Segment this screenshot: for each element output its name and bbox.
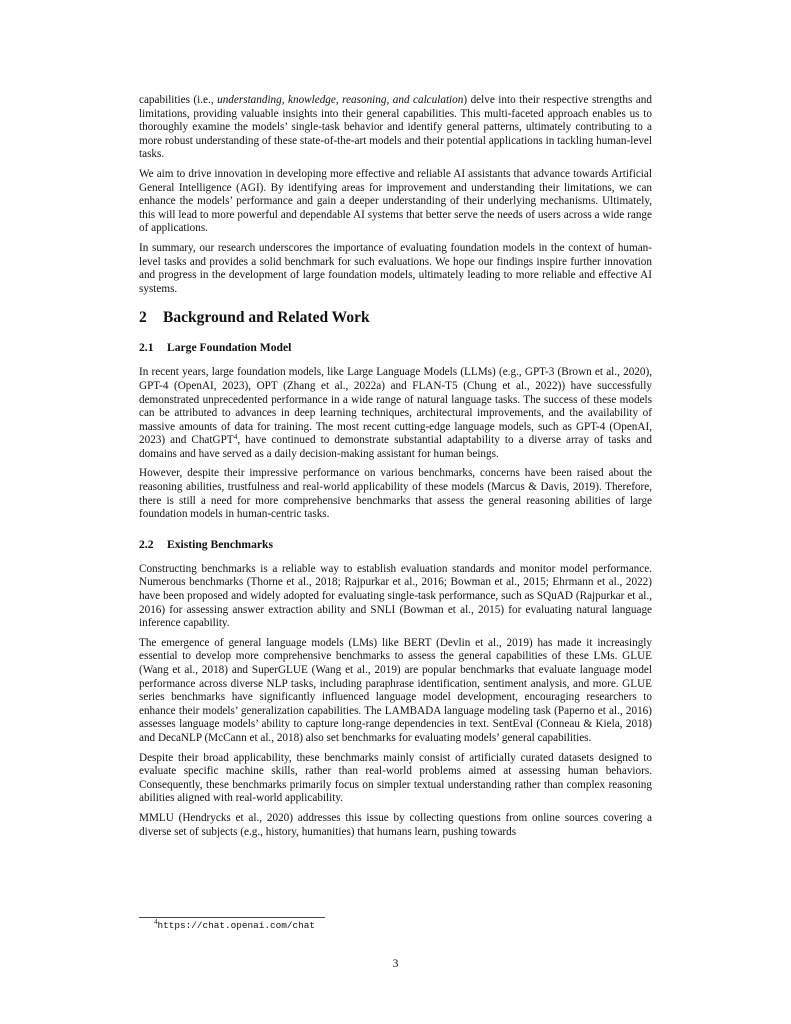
sub21-paragraph-2: However, despite their impressive performance on various benchmarks, concerns have been raised about the reasoning abilities, trustfulness and real-world applicability of these models (Marcus & Davis, 2019). Therefore, there is still a need for more comprehensive benchmarks that assess the general reasoning abilities of large foundation models in human-centric tasks.: [139, 467, 652, 521]
sub22-paragraph-3: Despite their broad applicability, these benchmarks mainly consist of artificially curated datasets designed to evaluate specific machine skills, rather than real-world problems aimed at assessing human behaviors. Consequently, these benchmarks primarily focus on simpler textual understanding rather than complex reasoning abilities aligned with real-world applicability.: [139, 751, 652, 805]
sub22-paragraph-1: Constructing benchmarks is a reliable way to establish evaluation standards and monitor model performance. Numerous benchmarks (Thorne et al., 2018; Rajpurkar et al., 2016; Bowman et al., 2015; Ehrmann et al., 2022) have been proposed and widely adopted for evaluating single-task performance, such as SQuAD (Rajpurkar et al., 2016) for assessing answer extraction ability and SNLI (Bowman et al., 2015) for evaluating natural language inference capability.: [139, 562, 652, 630]
page-number: 3: [392, 958, 399, 970]
section-2-title: Background and Related Work: [163, 309, 370, 327]
subsection-2-1-heading: [139, 341, 652, 355]
footnote-reference[interactable]: 4: [233, 432, 238, 442]
intro-paragraph-1: [139, 94, 652, 162]
subsection-2-2-heading: [139, 538, 652, 552]
footnote: [154, 920, 315, 932]
intro-paragraph-2: We aim to drive innovation in developing more effective and reliable AI assistants that advance towards Artificial General Intelligence (AGI). By identifying areas for improvement and understanding their limitations, we can enhance the models’ performance and gain a deeper understanding of their underlying mechanisms. Ultimately, this will lead to more powerful and dependable AI systems that better serve the needs of users across a wide range of applications.: [139, 167, 652, 235]
intro-p1-text-end: ) delve into their respective strengths and limitations, providing valuable insights into their general capabilities. This multi-faceted approach enables us to thoroughly examine the models’ single-task behavior and identify general patterns, ultimately contributing to a more robust understanding of these state-of-the-art models and their potential applications in tackling human-level tasks.: [139, 94, 652, 161]
sub22-paragraph-4: MMLU (Hendrycks et al., 2020) addresses this issue by collecting questions from online sources covering a diverse set of subjects (e.g., history, humanities) that humans learn, pushing towards: [139, 811, 652, 838]
intro-paragraph-3: In summary, our research underscores the importance of evaluating foundation models in the context of human-level tasks and provides a solid benchmark for such evaluations. We hope our findings inspire further innovation and progress in the development of large foundation models, ultimately leading to more reliable and effective AI systems.: [139, 241, 652, 295]
sub21-p1-text-start: In recent years, large foundation models, like Large Language Models (LLMs) (e.g., GPT-3 (Brown et al., 2020), GPT-4 (OpenAI, 2023), OPT (Zhang et al., 2022a) and FLAN-T5 (Chung et al., 2022)) have successfully demonstrated unprecedented performance in a wide range of natural language tasks. The success of these models can be attributed to advances in deep learning techniques, architectural improvements, and the availability of massive amounts of data for training. The most recent cutting-edge language models, such as GPT-4 (OpenAI, 2023) and ChatGPT: [139, 366, 652, 447]
sub21-paragraph-1: [139, 366, 652, 461]
paper-page: [139, 94, 652, 845]
sub21-p1-text-end: , have continued to demonstrate substantial adaptability to a diverse array of tasks and domains and have served as a daily decision-making assistant for human beings.: [139, 434, 652, 460]
intro-p1-text-start: capabilities (i.e.,: [139, 94, 218, 106]
subsection-2-1-number: 2.1: [139, 341, 154, 355]
subsection-2-1-title: Large Foundation Model: [167, 341, 292, 355]
footnote-url-link[interactable]: https://chat.openai.com/chat: [157, 920, 316, 931]
section-2-number: 2: [139, 309, 147, 327]
footnote-divider: [139, 917, 325, 918]
sub22-paragraph-2: The emergence of general language models (LMs) like BERT (Devlin et al., 2019) has made it increasingly essential to develop more comprehensive benchmarks to assess the general capabilities of these LMs. GLUE (Wang et al., 2018) and SuperGLUE (Wang et al., 2019) are popular benchmarks that evaluate language model performance across diverse NLP tasks, including paraphrase identification, sentiment analysis, and more. GLUE series benchmarks have significantly influenced language model development, encouraging researchers to enhance their models’ generalization capabilities. The LAMBADA language modeling task (Paperno et al., 2016) assesses language models’ ability to capture long-range dependencies in text. SentEval (Conneau & Kiela, 2018) and DecaNLP (McCann et al., 2018) also set benchmarks for evaluating models’ general capabilities.: [139, 636, 652, 744]
subsection-2-2-number: 2.2: [139, 537, 154, 551]
intro-p1-italic: understanding, knowledge, reasoning, and calculation: [217, 94, 464, 106]
subsection-2-2-title: Existing Benchmarks: [167, 537, 273, 551]
footnote-mark: 4: [154, 918, 158, 926]
section-2-heading: [139, 309, 652, 327]
